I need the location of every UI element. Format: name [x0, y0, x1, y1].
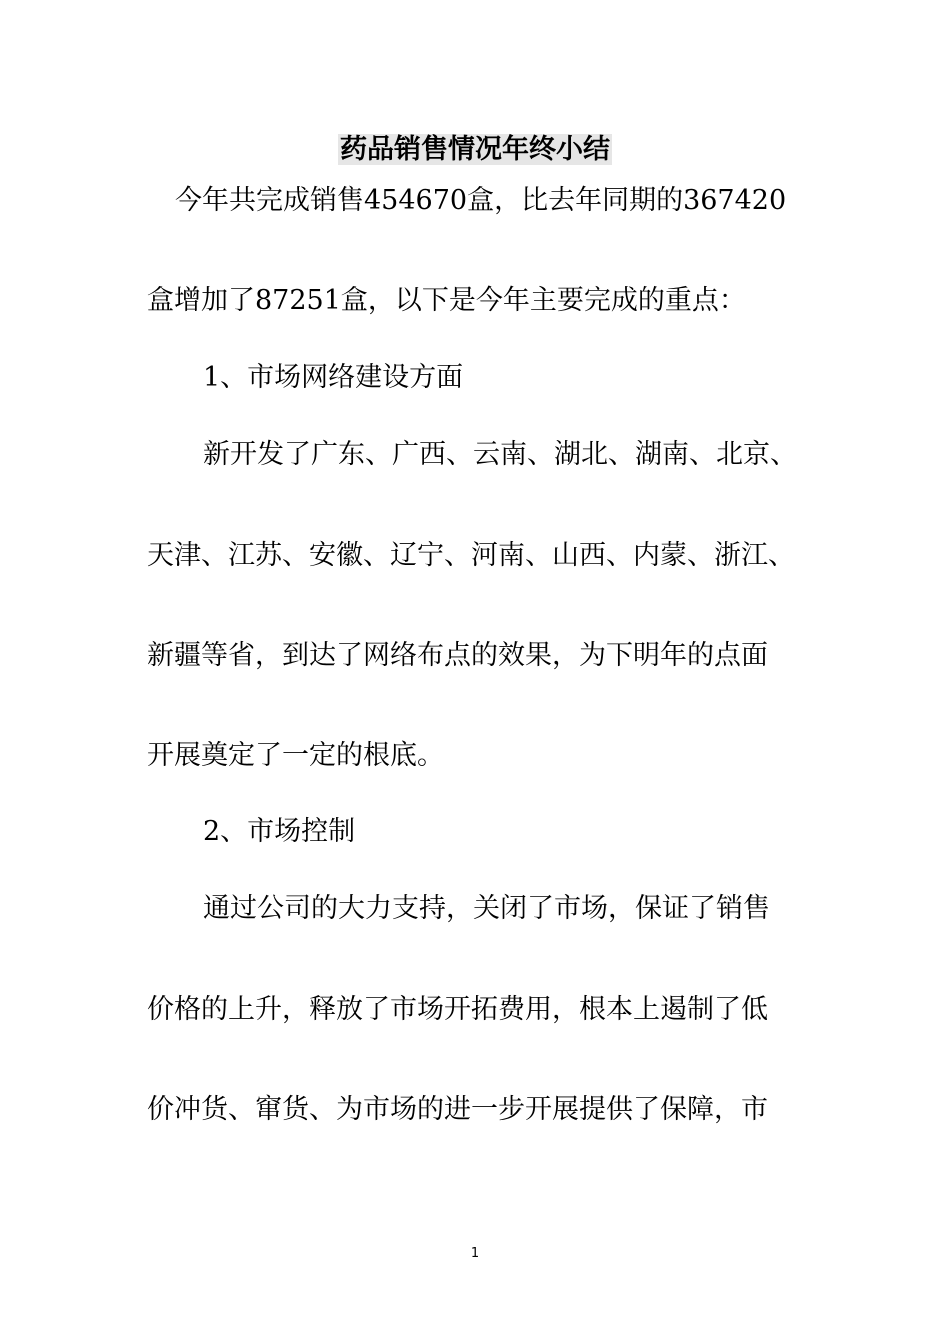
- section-heading: 2、市场控制: [203, 816, 356, 847]
- paragraph-line: 开展奠定了一定的根底。: [147, 740, 444, 771]
- section-heading: 1、市场网络建设方面: [203, 362, 464, 393]
- paragraph-line: 新疆等省，到达了网络布点的效果，为下明年的点面: [147, 640, 768, 671]
- paragraph-line: 盒增加了87251盒，以下是今年主要完成的重点：: [147, 285, 746, 316]
- page-number: 1: [470, 1246, 480, 1261]
- paragraph-line: 天津、江苏、安徽、辽宁、河南、山西、内蒙、浙江、: [147, 540, 795, 571]
- paragraph-line: 价格的上升，释放了市场开拓费用，根本上遏制了低: [147, 994, 768, 1025]
- paragraph-line: 今年共完成销售454670盒，比去年同期的367420: [175, 185, 787, 216]
- document-title: [0, 130, 950, 170]
- paragraph-line: 新开发了广东、广西、云南、湖北、湖南、北京、: [203, 439, 797, 470]
- paragraph-line: 价冲货、窜货、为市场的进一步开展提供了保障，市: [147, 1094, 768, 1125]
- paragraph-line: 通过公司的大力支持，关闭了市场，保证了销售: [203, 893, 770, 924]
- document-title-text: 药品销售情况年终小结: [340, 134, 610, 165]
